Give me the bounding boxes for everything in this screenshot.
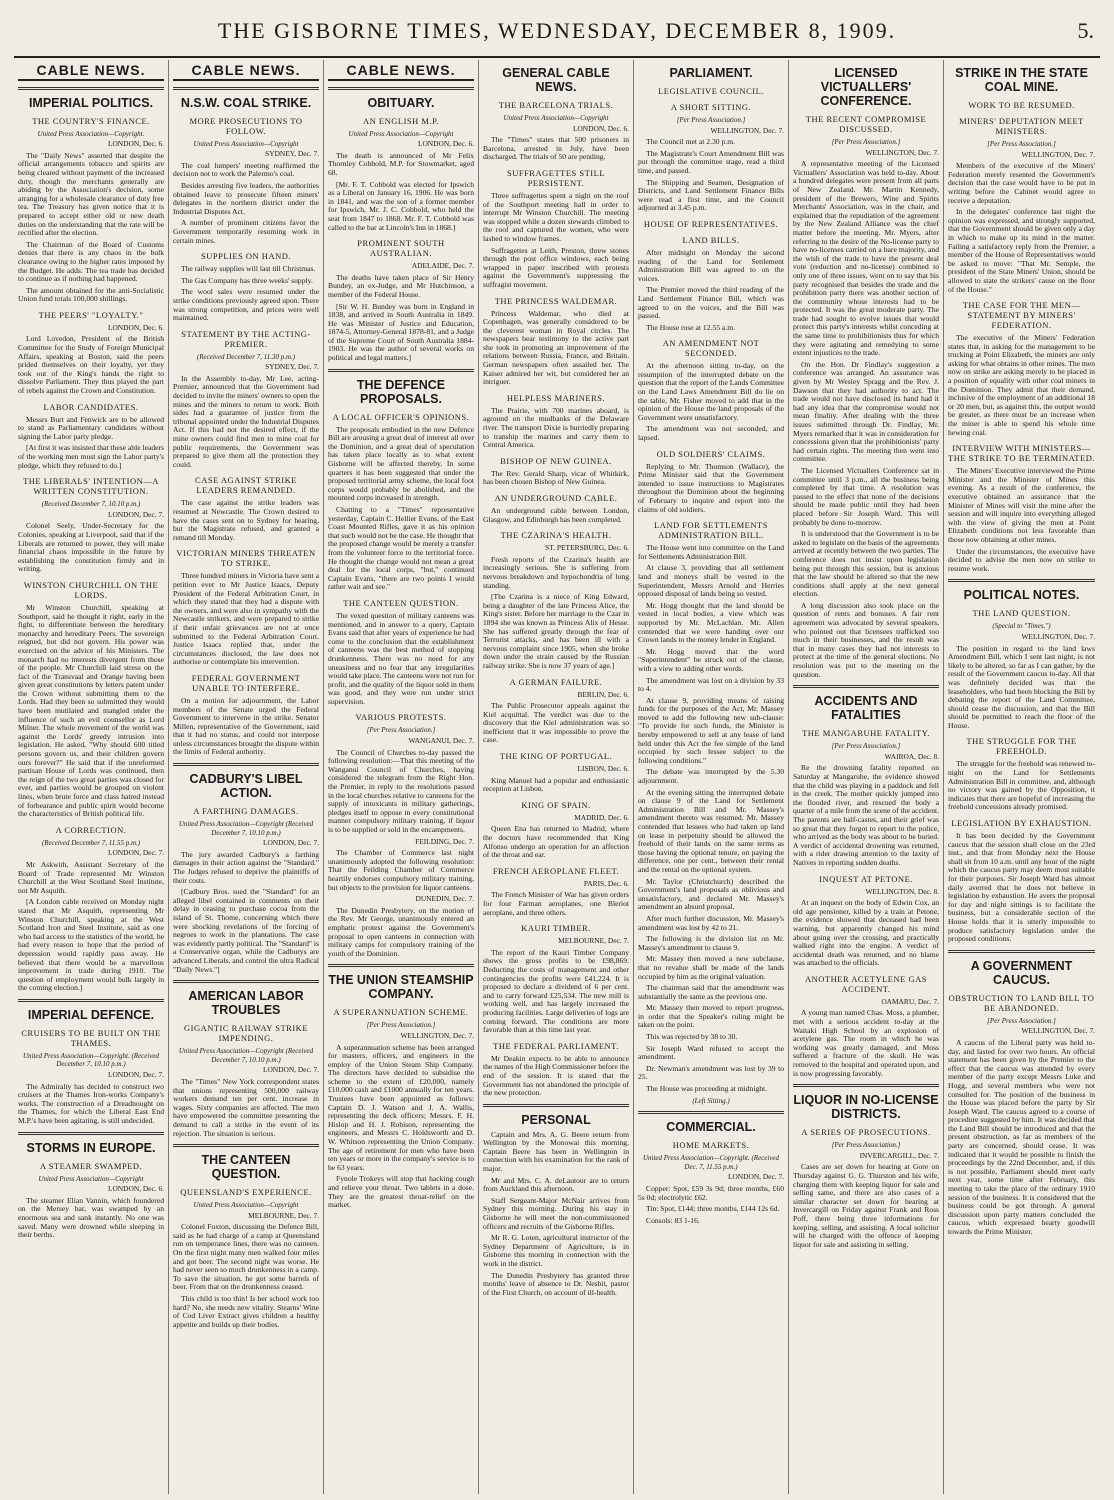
article-paragraph: The position in regard to the land laws Amendment Bill, which I sent last night, is not likely to be altered, so far as I can gather, by the result of the Government caucus to-day. All that was definitely decided was that the leaseholders, who had been blocking the Bill by debating the report of the Land Committee, should cease the discussion, and that the Bill should be permitted to reach the floor of the House. xyxy=(948,643,1095,730)
article-headline: CADBURY'S LIBEL ACTION. xyxy=(189,772,303,801)
article-subhead: INTERVIEW WITH MINISTERS—THE STRIKE TO BE TERMINATED. xyxy=(948,443,1095,464)
article-paragraph: The death is announced of Mr Felix Thornley Cobbold, M.P. for Stowmarket, aged 68. xyxy=(328,150,474,177)
article-subhead: LABOR CANDIDATES. xyxy=(43,401,139,412)
article-subhead: THE CZARINA'S HEALTH. xyxy=(500,530,612,541)
article-paragraph: The jury awarded Cadbury's a farthing damages in their action against the "Standard." The Judges refused to deprive the plaintiffs of their costs. xyxy=(173,849,319,885)
article-subhead: FEDERAL GOVERNMENT UNABLE TO INTERFERE. xyxy=(191,672,301,693)
press-credit: (Received December 7, 10.10 p.m.) xyxy=(41,500,141,509)
article-paragraph: The following is the division list on Mr. Massey's amendment to clause 9. xyxy=(638,934,784,952)
article-paragraph: A long discussion also took place on the question of rents and bonuses. A fair rent agreement was advocated by several speakers, who pointed out that licensees trafficked too much in their businesses, and the result was that in many cases they had not interests to protect at the time of the general elections. No resolution was put to the meeting on the question. xyxy=(793,600,939,679)
article-subhead: A LOCAL OFFICER'S OPINIONS. xyxy=(332,411,470,422)
article-paragraph: At the afternoon sitting to-day, on the resumption of the interrupted debate on the question that the report of the Lands Committee on the Land Laws Amendment Bill do lie on the table, Mr. Fisher moved to add that in the opinion of the House the land proposals of the Government were unsatisfactory. xyxy=(638,361,784,422)
news-column-5 xyxy=(634,60,789,1494)
article-subhead: A FARTHING DAMAGES. xyxy=(193,806,299,817)
dateline: WELLINGTON, Dec. 7. xyxy=(1021,149,1095,159)
dateline: MELBOURNE, Dec. 7. xyxy=(558,936,629,946)
article-subhead: CRUISERS TO BE BUILT ON THE THAMES. xyxy=(21,1027,161,1048)
news-column-3 xyxy=(324,60,479,1494)
press-credit: (Special to "Times.") xyxy=(992,622,1051,631)
dateline: WELLINGTON, Dec. 7. xyxy=(400,1030,474,1040)
article-headline: THE CANTEEN QUESTION. xyxy=(201,1153,291,1182)
article-subhead: SUFFRAGETTES STILL PERSISTENT. xyxy=(506,167,606,188)
article-paragraph: The case against the strike leaders was resumed at Newcastle. The Crown desired to have the cases sent on to Sydney for hearing, but the Magistrate refused, and granted a remand till Monday. xyxy=(173,498,319,542)
section-divider xyxy=(173,1144,319,1147)
article-headline: ACCIDENTS AND FATALITIES xyxy=(814,694,918,723)
dateline: WANGANUI, Dec. 7. xyxy=(408,736,474,746)
section-banner: CABLE NEWS. xyxy=(18,60,164,81)
article-paragraph: The vexed question of military canteens was mentioned, and in answer to a query, Captain Evans said that after years of experience he had come to the conclusion that the establishment of canteens was the best method of stopping drunkenness. There was no need for any uneasiness and no fear that any irregularities would take place. The canteens were not run for profit, and the quality of the liquor sold in them was good, and they were run under strict supervision. xyxy=(328,610,474,706)
article-headline: PERSONAL xyxy=(521,1112,591,1127)
section-divider xyxy=(638,1111,784,1114)
article-paragraph: Colonel Foxton, discussing the Defence Bill, said as he had charge of a camp at Queensland run on temperance lines, there was no canteen. On the first night many men walked four miles and got beer. The second night was worse. He had never seen so much drunkenness in a camp. To save the situation, he got some barrels of beer. From that on the drunkenness ceased. xyxy=(173,1222,319,1292)
article-paragraph: The amendment was not seconded, and lapsed. xyxy=(638,424,784,443)
article-paragraph: The Dunedin Presbytery has granted three months' leave of absence to Dr. Nesbit, pastor of the First Church, on account of ill-health. xyxy=(483,1270,629,1297)
article-paragraph: Three hundred miners in Victoria have sent a petition ever to Mr Justice Isaacs, Deputy President of the Federal Arbitration Court, in which they stated that they had a dispute with the owners, and were also in sympathy with the Newcastle strikers, and were prepared to strike if their unfair grievances are not at once submitted to the Federal Arbitration Court. Justice Isaacs replied that, under the circumstances disclosed, the law does not authorise or contemplate his intervention. xyxy=(173,571,319,667)
article-subhead: THE BARCELONA TRIALS. xyxy=(498,100,614,110)
article-paragraph: In the Assembly to-day, Mr Lee, acting-Premier, announced that the Government had decided to invite the miners' owners to open the mines and the miners to return to work. Both sides had a guarantee of justice from the tribunal appointed under the Industrial Disputes Act. If this had not the desired effect, if the mine owners could find men to mine coal for public requirements, the Government was prepared to give them all the protection they could. xyxy=(173,373,319,469)
press-credit: [Per Press Association.] xyxy=(831,138,901,146)
section-divider xyxy=(328,369,474,372)
article-paragraph: The Dunedin Presbytery, on the motion of the Rev. Mr George, unanimously entered an emphatic protest against the Government's proposal to open canteens in connection with military camps for compulsory training of the youth of the Dominion. xyxy=(328,905,474,958)
article-paragraph: The Licensed Victuallers Conference sat in committee until 3 p.m., all the business being completed by that time. A resolution was passed to the effect that none of the decisions should be made public until they had been placed before Sir Joseph Ward. This will probably be done to-morrow. xyxy=(793,465,939,527)
article-paragraph: Staff Sergeant-Major McNair arrives from Sydney this morning. During his stay in Gisborne he will meet the non-commissioned officers and recruits of the Gisborne Rifles. xyxy=(483,1195,629,1231)
article-subhead: THE LAND QUESTION. xyxy=(972,608,1071,619)
article-headline: THE DEFENCE PROPOSALS. xyxy=(356,377,446,406)
article-subhead: OLD SOLDIERS' CLAIMS. xyxy=(656,448,766,459)
article-paragraph: Three suffragettes spent a night on the roof of the Southport meeting hall in order to interrupt Mr Winston Churchill. The meeting was stopped while a dozen stewards climbed to the roof and captured the women, who were lashed to window frames. xyxy=(483,190,629,243)
dateline: BERLIN, Dec. 6. xyxy=(577,689,629,699)
dateline: ST. PETERSBURG, Dec. 6. xyxy=(545,543,629,553)
dateline: WAIROA, Dec. 8. xyxy=(884,751,939,761)
article-paragraph: Mr. Hogg thought that the land should be vested in local bodies, a view which was supported by Mr. McLachlan. Mr. Allen contended that we were handing over our Crown lands to the money lender in England. xyxy=(638,600,784,645)
article-subhead: SUPPLIES ON HAND. xyxy=(201,251,291,262)
article-subhead: GIGANTIC RAILWAY STRIKE IMPENDING. xyxy=(183,1023,309,1044)
article-paragraph: On a motion for adjournment, the Labor members of the Senate urged the Federal Government to intervene in the strike. Senator Millen, representative of the Government, said that it had no status, and could not interpose unless circumstances brought the dispute within the limits of Federal authority. xyxy=(173,695,319,757)
section-divider xyxy=(328,964,474,967)
article-paragraph: The report of the Kauri Timber Company shows the gross profits to be £98,869. Deducting the costs of management and other contingencies the profits were £41,224. It is proposed to declare a dividend of 6 per cent. and to carry forward £25,534. The new mill is working well, and has largely increased the producing facilities. Large deliveries of logs are coming forward. The conditions are more favorable than at this time last year. xyxy=(483,947,629,1035)
article-paragraph: Mr Winston Churchill, speaking at Southport, said he thought it right, early in the fight, to differentiate between the hereditary monarchy and hereditary Peers. The sovereign reigned, but did not govern. His power was exercised on the advice of his Ministers. The monarch had no interests divergent from those of the people. Mr Churchill laid stress on the fact of the Transvaal and Orange having been given great constitutions by letters patent under the Crown without submitting them to the Lords. Had they been so submitted they would have been mutilated and mangled under the influence of such an evil counsellor as Lord Milner. The whole movement of the world was against the Lords' greedy intrusion into legislation. He asked, "Why should 600 titled persons govern us, and their children govern ours forever?" He said that if the unreformed partisan House of Lords was continued, then the reign of the two great parties was closed for ever, and parties would be grouped on violent lines, when brute force and class hatred instead of forbearance and public spirit would become the characteristics of British political life. xyxy=(18,602,164,819)
press-credit: United Press Association—Copyright xyxy=(348,129,454,138)
article-subhead: KING OF SPAIN. xyxy=(521,799,591,810)
page-columns xyxy=(14,60,1100,1494)
article-headline: AMERICAN LABOR TROUBLES xyxy=(188,989,304,1018)
dateline: LONDON, Dec. 6. xyxy=(107,322,164,332)
article-paragraph: At an inquest on the body of Edwin Cox, an old age pensioner, killed by a train at Petone, the evidence showed that deceased had been warning, but apparently changed his mind about going over the crossing, and practically walked right into the engine. A verdict of accidental death was returned, and no blame was attached to the officials. xyxy=(793,898,939,968)
article-paragraph: Colonel Seely, Under-Secretary for the Colonies, speaking at Liverpool, said that if the Liberals are returned to power, they will make financial chaos impossible in the future by establishing the constitution firmly and in writing. xyxy=(18,521,164,574)
dateline: INVERCARGILL, Dec. 7. xyxy=(859,1150,939,1160)
article-subhead: THE MANGARUHE FATALITY. xyxy=(802,728,930,739)
article-paragraph: This child is too thin! Is her school work too hard? No, she needs new vitality. Stearns' Wine of Cod Liver Extract gives children a healthy appetite and builds up their bodies. xyxy=(173,1294,319,1329)
press-credit: United Press Association—Copyright xyxy=(38,1174,144,1183)
article-paragraph: It is understood that the Government is to be asked to legislate on the basis of the agreements arrived at recently between the two parties. The conference does not insist upon legislation being put through this session, but is anxious that the law should be altered so that the new conditions shall apply at the next general election. xyxy=(793,529,939,599)
article-paragraph: The Chamber of Commerce last night unanimously adopted the following resolution: That the Feilding Chamber of Commerce heartily endorses compulsory military training, but objects to the provision for liquor canteens. xyxy=(328,848,474,892)
article-subhead: THE COUNTRY'S FINANCE. xyxy=(32,115,150,126)
section-divider xyxy=(793,1084,939,1087)
article-headline: STRIKE IN THE STATE COAL MINE. xyxy=(955,66,1088,94)
press-credit: United Press Association—Copyright (Received December 7, 10.10 p.m.) xyxy=(178,1047,314,1064)
newspaper-title: THE GISBORNE TIMES, WEDNESDAY, DECEMBER 8, 1909. xyxy=(217,18,897,43)
section-divider xyxy=(18,999,164,1002)
article-paragraph: The House rose at 12.55 a.m. xyxy=(646,322,735,332)
article-paragraph: The amendment was lost on a division by 33 to 4. xyxy=(638,675,784,694)
article-subhead: ANOTHER ACETYLENE GAS ACCIDENT. xyxy=(805,973,927,994)
article-paragraph: The Chairman of the Board of Customs denies that there is any chaos in the bulk clearance owing to the higher rates imposed by the Budget. He adds: The tea trade has decided to continue as if nothing had happened. xyxy=(18,239,164,284)
article-subhead: OBSTRUCTION TO LAND BILL TO BE ABANDONED. xyxy=(948,992,1095,1013)
article-paragraph: Dr. Newman's amendment was lost by 39 to 25. xyxy=(638,1063,784,1082)
article-subhead: INQUEST AT PETONE. xyxy=(819,873,913,884)
dateline: LONDON, Dec. 6. xyxy=(572,123,629,133)
press-credit: [Per Press Association.] xyxy=(676,116,746,124)
article-paragraph: On the Hon. Dr Findlay's suggestion a conference was arranged. An assurance was given by Mr Wesley Spragg and the Rev. J. Dawson that they had authority to act. The trade would not have disclosed its hand had it had any idea that the compromise would not mean finality. After dealing with the three issues submitted through Dr. Findlay, Mr. Myers remarked that it was in consideration for concessions given that the prohibitionists' party had certain rights. The meeting then went into committee. xyxy=(793,359,939,464)
press-credit: (Received December 7, 11.30 p.m.) xyxy=(196,352,296,361)
article-paragraph: The Council met at 2.30 p.m. xyxy=(646,137,736,147)
article-subhead: LEGISLATIVE COUNCIL. xyxy=(658,86,764,96)
article-paragraph: Messrs Burt and Fenwick are to be allowed to stand as Parliamentary candidates without signing the Labor party pledge. xyxy=(18,414,164,441)
article-headline: LICENSED VICTUALLERS' CONFERENCE. xyxy=(820,66,912,108)
section-divider xyxy=(793,685,939,688)
dateline: MELBOURNE, Dec. 7. xyxy=(248,1210,319,1220)
article-subhead: THE FEDERAL PARLIAMENT. xyxy=(493,1040,619,1051)
article-paragraph: A caucus of the Liberal party was held to-day, and lasted for over two hours. An official statement has been given by the Premier to the effect that the caucus was attended by every member of the party except Messrs Luke and Hogg, and several members who were not consulted for. The position of the business in the House was placed before the party by Sir Joseph Ward. The caucus agreed to a course of procedure suggested by him. It was decided that the Land Bill should be introduced and that the present obstruction, as far as members of the party are concerned, should cease. It was indicated that it would be possible to finish the proceedings by the 22nd December, and, if this is not possible, Parliament should meet early next year, some time after February, this meeting to take the place of the ordinary 1910 session of the business. It is considered that the business could be got through. A general discussion upon party matters concluded the caucus, which expressed hearty goodwill towards the Prime Minister. xyxy=(948,1037,1095,1236)
article-paragraph: At the evening sitting the interrupted debate on clause 9 of the Land for Settlement Administration Bill and Mr. Massey's amendment thereto was resumed. Mr. Massey contended that lessees who had taken up land on lease in perpetuity should be allowed the freehold of their lands on the same terms as those having the optional tenure, on paying the difference, one per cent., between their rental and the rental on the optional system. xyxy=(638,787,784,874)
section-divider xyxy=(328,87,474,90)
news-column-6 xyxy=(789,60,944,1494)
article-paragraph: A representative meeting of the Licensed Victuallers' Association was held to-day. About a hundred delegates were present from all parts of New Zealand. Mr. Martin Kennedy, president of the Brewers, Wine and Spirits Merchants' Association, was in the chair, and explained that the repudiation of the agreement by the New Zealand Alliance was the chief matter before the meeting. Mr. Myers, after referring to the desire of the No-license party to have no-licenses carried on a bare majority, and the wish of the trade to have the present deal vote (reduction and no-license) combined to only one of three issues, went on to say that his party recognised that besides the trade and the prohibition party there was another section of the community whose interests had to be protected. It was the great moderate party. The trade had sought to evolve issues that would protect this party's interests whilst conceding at the same time to prohibitionists thus for which they were agitating and remedying to some extent injustices to the trade. xyxy=(793,159,939,358)
article-subhead: PROMINENT SOUTH AUSTRALIAN. xyxy=(357,238,445,259)
dateline: LONDON, Dec. 6. xyxy=(417,139,474,149)
article-paragraph: It has been decided by the Government caucus that the session shall close on the 23rd inst., and that from Monday next the House shall sit from 10 a.m. until any hour of the night which the caucus party may deem most suitable for their purposes. Sir Joseph Ward has almost daily averred that he does not believe in legislation by exhaustion. He avers the proposal for day and night sittings is to facilitate the business, but a considerable section of the House holds that it is utterly impossible to produce satisfactory legislation under the proposed conditions. xyxy=(948,831,1095,944)
article-paragraph: Copper: Spot, £59 3s 9d; three months, £60 5s 0d; electrolytic £62. xyxy=(638,1184,784,1202)
press-credit: [Per Press Association.] xyxy=(366,726,436,735)
article-paragraph: The executive of the Miners' Federation states that, in asking for the management to be trucking at Point Elizabeth, the miners are only asking for what obtains in other mines. The men now on strike are asking merely to be placed in a position of equality with other coal miners in the Dominion. They admit that their demand, inclusive of the employment of an additional 18 or 20 men, but, as against this, the output would be greater, as there must be an increase when the miner is able to spend his whole time hewing coal. xyxy=(948,333,1095,437)
article-subhead: HELPLESS MARINERS. xyxy=(506,392,606,403)
article-subhead: AN UNDERGROUND CABLE. xyxy=(494,493,618,503)
article-paragraph: The proposals embodied in the new Defence Bill are arousing a great deal of interest all over the Dominion, and a great deal of speculation has taken place locally as to what extent Gisborne will be affected thereby. In some quarters it has been suggested that under the proposed territorial army scheme, the local foot corps would probably be abolished, and the mounted corps increased in strength. xyxy=(328,424,474,503)
article-paragraph: The "Times" states that 500 prisoners in Barcelona, arrested in July, have been discharged. The trials of 50 are pending. xyxy=(483,135,629,162)
article-subhead: THE PEERS' "LOYALTY." xyxy=(38,309,144,320)
press-credit: United Press Association—Copyright. xyxy=(37,129,145,138)
article-paragraph: Mr. Massey then moved to report progress, in order that the Speaker's ruling might be taken on the point. xyxy=(638,1003,784,1030)
article-paragraph: A superannuation scheme has been arranged for masters, officers, and engineers in the employ of the Union Steam Ship Company. The directors have decided to subsidise the scheme to the extent of £20,000, namely £10,000 cash and £1000 annually for ten years. Trustees have been appointed as follows: Captain D. J. Watson and J. A. Wallis, representing the deck officers; Messrs. F. H. Hislop and H. J. Robison, representing the engineers, and Messrs C. Holdsworth and D. W. Whitson representing the Union Company. The age of retirement for men who have been ten years or more in the company's service is to be 63 years. xyxy=(328,1042,474,1172)
article-paragraph: King Manuel had a popular and enthusiastic reception at Lisbon. xyxy=(483,775,629,794)
article-paragraph: Fresh reports of the Czarina's health are increasingly serious. She is suffering from nervous breakdown and hypochondria of long standing. xyxy=(483,554,629,590)
article-paragraph: Replying to Mr. Thomson (Wallace), the Prime Minister said that the Government intended to issue instructions to Magistrates throughout the Dominion about the beginning of February to inquire and report into the claims of old soldiers. xyxy=(638,461,784,514)
article-subhead: THE RECENT COMPROMISE DISCUSSED. xyxy=(805,114,927,134)
article-headline: A GOVERNMENT CAUCUS. xyxy=(970,958,1073,987)
page-number: 5. xyxy=(1077,18,1094,43)
article-headline: STORMS IN EUROPE. xyxy=(26,1140,156,1155)
article-paragraph: Mr R. G. Loten, agricultural instructor of the Sydney Department of Agriculture, is in Gisborne this morning in connection with the work in the district. xyxy=(483,1233,629,1268)
dateline: SYDNEY, Dec. 7. xyxy=(265,362,319,372)
article-subhead: THE LIBERALS' INTENTION—A WRITTEN CONSTITUTION. xyxy=(23,476,159,497)
article-paragraph: Members of the executive of the Miners' Federation merely resented the Government's decision that the case would have to be put in writing before the Cabinet would agree to receive a deputation. xyxy=(948,161,1095,205)
article-paragraph: This was rejected by 38 to 30. xyxy=(646,1032,738,1042)
article-headline: LIQUOR IN NO-LICENSE DISTRICTS. xyxy=(793,1093,939,1122)
article-paragraph: The Public Prosecutor appeals against the Kiel acquittal. The verdict was due to the discovery that the Kiel administration was so inefficient that it was impossible to prove the case. xyxy=(483,701,629,745)
article-subhead: LEGISLATION BY EXHAUSTION. xyxy=(951,818,1092,829)
article-subhead: AN AMENDMENT NOT SECONDED. xyxy=(662,338,760,359)
article-subhead: HOUSE OF REPRESENTATIVES. xyxy=(643,218,779,229)
article-paragraph: Captain and Mrs. A. G. Beere return from Wellington by the Monowai this morning. Captain Beere has been in Wellington in connection with his examination for the rank of major. xyxy=(483,1129,629,1174)
press-credit: United Press Association—Copyright xyxy=(503,114,609,122)
article-paragraph: The deaths have taken place of Sir Henry Bundey, an ex-Judge, and Mr Hutchinson, a member of the Federal House. xyxy=(328,272,474,299)
article-paragraph: Fynole Trokeys will stop that hacking cough and relieve your throat. Two tablets in a dose. They are the greatest throat-relief on the market. xyxy=(328,1174,474,1210)
article-paragraph: An underground cable between London, Glasgow, and Edinburgh has been completed. xyxy=(483,506,629,524)
section-divider xyxy=(18,1132,164,1135)
article-subhead: QUEENSLAND'S EXPERIENCE. xyxy=(180,1187,312,1198)
dateline: WELLINGTON, Dec. 7. xyxy=(1021,631,1095,641)
dateline: LISBON, Dec. 6. xyxy=(577,764,629,774)
article-paragraph: Mr Deakin expects to be able to announce the names of the High Commissioner before the end of the session. It is stated that the Government has not abandoned the principle of the new protection. xyxy=(483,1053,629,1098)
press-credit: [Per Press Association.] xyxy=(831,1141,901,1150)
article-paragraph: [The Czarina is a niece of King Edward, being a daughter of the late Princess Alice, the King's sister. Before her marriage to the Czar in 1894 she was known as Princess Alix of Hesse. She has suffered greatly through the fear of Terrorist attacks, and has been ill with a nervous complaint since 1905, when she broke down under the strain caused by the Russian railway strike. She is now 37 years of age.] xyxy=(483,592,629,670)
article-paragraph: The Council of Churches to-day passed the following resolution:—That this meeting of the Wanganui Council of Churches, having considered the telegram from the Right Hon. the Premier, in reply to the resolutions passed in the local churches relative to canteens for the supply of intoxicants in military gatherings, pledges itself to oppose in every constitutional manner compulsory military training, if liquor is to be supplied or sold in the encampments. xyxy=(328,747,474,834)
dateline: DUNEDIN, Dec. 7. xyxy=(415,894,474,904)
article-subhead: VICTORIAN MINERS THREATEN TO STRIKE. xyxy=(176,548,316,569)
article-subhead: A SUPERANNUATION SCHEME. xyxy=(333,1007,469,1018)
article-paragraph: The Gas Company has three weeks' supply. xyxy=(181,275,313,285)
article-paragraph: Mr. Hogg moved that the word "Superintendent" be struck out of the clause, with a view to adding other words. xyxy=(638,646,784,673)
dateline: LONDON, Dec. 7. xyxy=(727,1172,784,1182)
article-subhead: THE PRINCESS WALDEMAR. xyxy=(494,295,618,306)
dateline: LONDON, Dec. 7. xyxy=(107,1070,164,1080)
press-credit: United Press Association—Copyright xyxy=(193,139,299,148)
article-paragraph: [Sir W. H. Bundey was born in England in 1838, and arrived in South Australia in 1849. He was Minister of Justice and Education, 1874-5, Attorney-General 1878-81, and a Judge of the Supreme Court of South Australia 1884-1903. He was the author of several works on political and legal matters.] xyxy=(328,301,474,363)
article-paragraph: The French Minister of War has given orders for four Farman aeroplanes, one Bleriot aeroplane, and three others. xyxy=(483,890,629,917)
article-headline: POLITICAL NOTES. xyxy=(963,588,1080,603)
article-subhead: THE CANTEEN QUESTION. xyxy=(343,597,459,608)
article-headline: OBITUARY. xyxy=(367,95,435,110)
news-column-7 xyxy=(944,60,1099,1494)
press-credit: (Left Sitting.) xyxy=(692,1096,730,1105)
dateline: PARIS, Dec. 6. xyxy=(583,878,629,888)
article-headline: PARLIAMENT. xyxy=(669,66,753,80)
news-column-1 xyxy=(14,60,169,1494)
dateline: LONDON, Dec. 7. xyxy=(107,509,164,519)
article-subhead: BISHOP OF NEW GUINEA. xyxy=(500,455,612,466)
section-divider xyxy=(948,579,1095,582)
article-subhead: AN ENGLISH M.P. xyxy=(363,115,439,126)
article-headline: THE UNION STEAMSHIP COMPANY. xyxy=(328,973,474,1002)
article-subhead: WORK TO BE RESUMED. xyxy=(968,100,1075,110)
dateline: WELLINGTON, Dec. 7. xyxy=(710,125,784,135)
dateline: LONDON, Dec. 6. xyxy=(107,1184,164,1194)
dateline: OAMARU, Dec. 7. xyxy=(881,996,939,1006)
article-paragraph: The House went into committee on the Land for Settlements Administration Bill. xyxy=(638,543,784,561)
article-paragraph: The Magistrate's Court Amendment Bill was put through the committee stage, read a third time, and passed. xyxy=(638,148,784,175)
article-subhead: STATEMENT BY THE ACTING-PREMIER. xyxy=(181,328,311,349)
article-paragraph: The coal lumpers' meeting reaffirmed the decision not to work the Palermo's coal. xyxy=(173,160,319,179)
article-subhead: WINSTON CHURCHILL ON THE LORDS. xyxy=(23,579,159,600)
article-paragraph: The chairman said that the amendment was substantially the same as the previous one. xyxy=(638,983,784,1001)
article-paragraph: The "Daily News" asserted that despite the official arrangements tobacco and spirits are being cleared without payment of the increased duty, though the merchants generally are abiding by the Association's decision, some arranging for a wholesale clearance of duty free tea. The Treasury has given notice that it is prepared to accept either old or new death duties on the understanding that the rate will be rectified after the election. xyxy=(18,150,164,238)
section-divider xyxy=(18,87,164,90)
article-paragraph: The Prairie, with 700 marines aboard, is aground on the mudbanks of the Delaware river. The transport Dixie is hurriedly preparing to tranship the marines and carry them to Central America. xyxy=(483,405,629,450)
article-paragraph: A number of prominent citizens favor the Government temporarily resuming work in certain mines. xyxy=(173,218,319,245)
article-paragraph: Mr. Taylor (Christchurch) described the Government's land proposals as oblivious and unsatisfactory, and declared Mr. Massey's amendment an absurd proposal. xyxy=(638,876,784,912)
article-subhead: A CORRECTION. xyxy=(55,824,127,835)
dateline: LONDON, Dec. 7. xyxy=(107,848,164,858)
dateline: WELLINGTON, Dec. 7. xyxy=(1021,1026,1095,1036)
article-paragraph: The amount obtained for the anti-Socialistic Union fund totals 100,000 shillings. xyxy=(18,285,164,304)
dateline: LONDON, Dec. 6. xyxy=(107,139,164,149)
article-paragraph: Mr and Mrs. C. A. deLautour are to return from Auckland this afternoon. xyxy=(483,1175,629,1194)
article-headline: COMMERCIAL. xyxy=(666,1120,756,1135)
article-subhead: CASE AGAINST STRIKE LEADERS REMANDED. xyxy=(195,475,297,496)
dateline: ADELAIDE, Dec. 7. xyxy=(411,261,474,271)
article-paragraph: [A London cable received on Monday night stated that Mr Asquith, representing Mr Winston Churchill, speaking at the West Scotland Iron and Steel Institute, said as one who had access to the statistics of the world, he had every reason to hope that the period of depression would rapidly pass away. He believed that there would be a marvellous improvement in trade during 1910. The question of employment would bulk largely in the coming election.] xyxy=(18,897,164,993)
section-divider xyxy=(173,763,319,766)
article-subhead: A STEAMER SWAMPED. xyxy=(39,1160,143,1171)
article-paragraph: The Premier moved the third reading of the Land Settlement Finance Bill, which was agreed to on the voices, and the Bill was passed. xyxy=(638,285,784,321)
article-paragraph: Besides arresting five leaders, the authorities obtained leave to prosecute fifteen miners' delegates in the northern district under the Industrial Disputes Act. xyxy=(173,180,319,216)
press-credit: [Per Press Association.] xyxy=(987,140,1056,148)
dateline: FEILDING, Dec. 7. xyxy=(415,836,474,846)
article-headline: GENERAL CABLE NEWS. xyxy=(502,66,610,94)
section-divider xyxy=(173,980,319,983)
dateline: WELLINGTON, Dec. 8. xyxy=(865,886,939,896)
press-credit: [Per Press Association.] xyxy=(987,1016,1056,1025)
article-paragraph: At clause 9, providing means of raising funds for the purposes of the Act, Mr. Massey moved to add the following new sub-clause: "To provide for such funds, the Minister is hereby empowered to sell at any lease of land held under this Act the fee simple of the land occupied by such lessee subject to the following conditions." xyxy=(638,695,784,765)
article-headline: IMPERIAL POLITICS. xyxy=(28,95,154,110)
article-subhead: A SERIES OF PROSECUTIONS. xyxy=(801,1127,931,1138)
article-paragraph: Re the drowning fatality reported on Saturday at Mangaruhe, the evidence showed that the child was playing in a paddock and fell in the creek. The mother quickly jumped into the flooded river, and rescued the body a quarter of a mile from the scene of the accident. The parents are half-castes, and their grief was so great that they forgot to report to the police, who arrived as the body was about to be buried. A verdict of accidental drowning was returned, with a rider drawing attention to the laxity of Natives in reporting sudden deaths. xyxy=(793,763,939,867)
dateline: WELLINGTON, Dec. 7. xyxy=(865,147,939,157)
news-column-4 xyxy=(479,60,634,1494)
article-paragraph: Consols: 83 1-16. xyxy=(646,1215,700,1225)
article-paragraph: A young man named Chas. Moss, a plumber, met with a serious accident to-day at the Waitaki High School by an explosion of acetylene gas. The room in which he was working was greatly damaged, and Moss suffered a fracture of the skull. He was removed to the hospital and operated upon, and is now progressing favorably. xyxy=(793,1008,939,1078)
article-paragraph: Queen Ena has returned to Madrid, where the doctors have recommended that King Alfonso undergo an operation for an affection of the throat and ear. xyxy=(483,824,629,860)
article-headline: IMPERIAL DEFENCE. xyxy=(27,1007,155,1022)
article-paragraph: Suffragettes at Leith, Preston, threw stones through the post office windows, each being wrapped in paper inscribed with protests against the Government's suppressing the suffragist movement. xyxy=(483,245,629,289)
dateline: LONDON, Dec. 7. xyxy=(262,838,319,848)
article-paragraph: The Shipping and Seamen, Designation of Districts, and Land Settlement Finance Bills were read a first time, and the Council adjourned at 3.45 p.m. xyxy=(638,177,784,213)
article-paragraph: Cases are set down for hearing at Gore on Thursday against G. G. Thurston and his wife, charging them with keeping liquor for sale and selling same, and there are also cases of a similar character set down for hearing at Invercargill on Friday against Frank and Ross Poff, there being three informations for keeping, selling, and assisting. A local solicitor will be charged with the offence of keeping liquor for sale and assisting in selling. xyxy=(793,1162,939,1249)
article-paragraph: The Rev. Gerald Sharp, vicar of Whitkirk, has been chosen Bishop of New Guinea. xyxy=(483,468,629,487)
article-paragraph: The wool sales were resumed under the strike conditions previously agreed upon. There was strong competition, and prices were well maintained. xyxy=(173,287,319,323)
press-credit: [Per Press Association.] xyxy=(831,742,901,751)
article-subhead: LAND BILLS. xyxy=(682,234,740,245)
section-banner: CABLE NEWS. xyxy=(173,60,319,81)
article-paragraph: Princess Waldemar, who died at Copenhagen, was generally considered to be the cleverest woman in Royal circles. The newspapers bear testimony to the active part she took in promoting an improvement of the relations between Russia, France, and Britain. German newspapers often assailed her. The Kaiser admired her wit, but considered her an intriguer. xyxy=(483,308,629,387)
article-paragraph: [At first it was insisted that these able leaders of the working men must sign the Labor party's pledge, which they refused to do.] xyxy=(18,443,164,470)
article-paragraph: Under the circumstances, the executive have decided to advise the men now on strike to resume work. xyxy=(948,546,1095,573)
masthead xyxy=(14,14,1100,58)
article-paragraph: In the delegates' conference last night the opinion was expressed, and strongly supported, that the Government should be given only a day in which to make up its mind in the matter. Failing a satisfactory reply from the Premier, a member of the House of Representatives would be asked to move: "That Mr. Semple, the president of the State Miners' Union, should be allowed to state the strikers' cause on the floor of the House." xyxy=(948,207,1095,294)
press-credit: United Press Association—Copyright. (Received December 7, 10.10 p.m.) xyxy=(22,1051,160,1069)
dateline: MADRID, Dec. 6. xyxy=(574,812,629,822)
article-paragraph: At clause 3, providing that all settlement land and moneys shall be vested in the Superintendent, Messrs Arnold and Herries opposed disposal of lands being so vested. xyxy=(638,563,784,599)
section-divider xyxy=(483,1104,629,1107)
article-subhead: KAURI TIMBER. xyxy=(521,923,591,934)
dateline: SYDNEY, Dec. 7. xyxy=(265,149,319,159)
press-credit: [Per Press Association.] xyxy=(366,1021,436,1030)
article-paragraph: The debate was interrupted by the 5.30 adjournment. xyxy=(638,767,784,786)
article-subhead: A GERMAN FAILURE. xyxy=(509,676,603,687)
article-paragraph: Lord Lovedon, President of the British Committee for the Study of Foreign Municipal Affairs, speaking at Boston, said the peers prided themselves on their loyalty, yet they took out of the King's hands the right to dissolve Parliament. They thus played the part of rebels against the Crown and Constitution. xyxy=(18,334,164,396)
news-column-2 xyxy=(169,60,324,1494)
press-credit: (Received December 7, 11.55 p.m.) xyxy=(41,838,141,847)
article-paragraph: The House was proceeding at midnight. xyxy=(646,1084,768,1094)
article-paragraph: The struggle for the freehold was renewed to-night on the Land for Settlements Administration Bill in committee, and, although no victory was gained by the Opposition, it indicates that there are hopeful of increasing the freehold concessions already promised. xyxy=(948,759,1095,812)
article-paragraph: The Admiralty has decided to construct two cruisers at the Thames Iron-works Company's works. The construction of a Dreadnought on the Thames, for which the Liberal East End M.P.'s have been agitating, is still undecided. xyxy=(18,1081,164,1126)
article-paragraph: After much further discussion, Mr. Massey's amendment was lost by 42 to 21. xyxy=(638,913,784,932)
article-subhead: A SHORT SITTING. xyxy=(670,102,752,112)
section-divider xyxy=(948,950,1095,953)
article-subhead: THE KING OF PORTUGAL. xyxy=(499,751,613,762)
section-divider xyxy=(173,87,319,90)
article-subhead: MORE PROSECUTIONS TO FOLLOW. xyxy=(189,115,303,136)
article-paragraph: The "Times" New York correspondent states that unions representing 500,000 railway workers demand ten per cent. increase in wages. Sixty companies are affected. The men have empowered the committee presenting the demand to call a strike in the event of its rejection. The situation is serious. xyxy=(173,1076,319,1138)
article-paragraph: Tin: Spot, £144; three months, £144 12s 6d. xyxy=(646,1204,780,1214)
article-subhead: MINERS' DEPUTATION MEET MINISTERS. xyxy=(959,116,1084,136)
article-paragraph: [Mr. F. T. Cobbold was elected for Ipswich as a Liberal on January 16, 1906. He was born in 1841, and was the son of a former member for Ipswich, Mr. J. C. Cobbold, who held the seat from 1847 to 1868. Mr. F. T. Cobbold was called to the bar at Lincoln's Inn in 1868.] xyxy=(328,179,474,232)
article-headline: N.S.W. COAL STRIKE. xyxy=(180,95,312,110)
article-subhead: THE STRUGGLE FOR THE FREEHOLD. xyxy=(966,736,1077,757)
article-subhead: VARIOUS PROTESTS. xyxy=(355,712,447,723)
article-subhead: FRENCH AEROPLANE FLEET. xyxy=(492,865,620,876)
section-banner: CABLE NEWS. xyxy=(328,60,474,81)
article-subhead: HOME MARKETS. xyxy=(672,1140,750,1151)
article-paragraph: Mr Askwith, Assistant Secretary of the Board of Trade represented Mr Winston Churchill at the West Scotland Steel Institute, not Mr Asquith. xyxy=(18,859,164,895)
article-subhead: THE CASE FOR THE MEN—STATEMENT BY MINERS' FEDERATION. xyxy=(962,300,1081,331)
article-paragraph: The Miners' Executive interviewed the Prime Minister and the Minister of Mines this evening. As a result of the conference, the executive obtained an assurance that the Minister of Mines will visit the mine after the session and will inquire into everything alleged with the view of giving the men at Point Elizabeth conditions not less favorable than those now obtaining at other mines. xyxy=(948,466,1095,544)
article-paragraph: The railway supplies will last till Christmas. xyxy=(181,264,316,274)
press-credit: United Press Association—Copyright (Received December 7, 10.10 p.m.) xyxy=(178,820,314,837)
dateline: LONDON, Dec. 7. xyxy=(262,1065,319,1075)
article-paragraph: The steamer Elian Vannin, which foundered on the Mersey bar, was swamped by an enormous sea and sank instantly. No one was saved. Many were drowned while sleeping in their berths. xyxy=(18,1195,164,1240)
article-paragraph: Mr. Massey then moved a new subclause, that no revalue shall be made of the lands occupied by him as the original valuation. xyxy=(638,954,784,981)
press-credit: United Press Association—Copyright xyxy=(193,1201,299,1210)
article-paragraph: Sir Joseph Ward refused to accept the amendment. xyxy=(638,1043,784,1062)
article-paragraph: [Cadbury Bros. sued the "Standard" for an alleged libel contained in comments on their delay in ceasing to purchase cocoa from the island of St. Thome, concerning which there were shocking revelations of the forcing of negroes to work in the plantations. The case was evidently partly political. The "Standard" is a Conservative organ, while the Cadburys are advanced Liberals, and control the ultra Radical "Daily News."] xyxy=(173,887,319,974)
article-paragraph: After midnight on Monday the second reading of the Land for Settlement Administration Bill was agreed to on the voices. xyxy=(638,247,784,283)
article-subhead: LAND FOR SETTLEMENTS ADMINISTRATION BILL. xyxy=(654,520,768,541)
press-credit: United Press Association—Copyright. (Received Dec. 7, 11.55 p.m.) xyxy=(642,1154,780,1171)
article-paragraph: Chatting to a "Times" representative yesterday, Captain C. Hellier Evans, of the East Coast Mounted Rifles, gave it as his opinion that such would not be the case. He thought that the proposed change would be merely a transfer from the volunteer force to the territorial force. He thought the change would not mean a great deal for the local corps, "but," continued Captain Evans, "there are two points I would rather wait and see." xyxy=(328,505,474,592)
